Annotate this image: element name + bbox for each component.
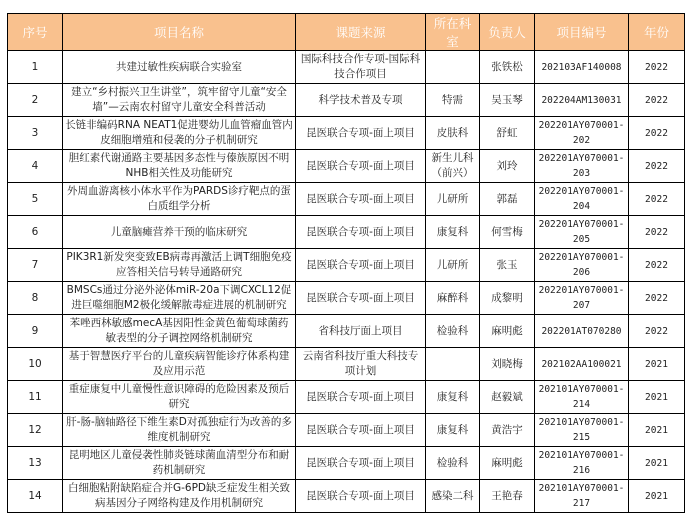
row-lead: 何雪梅 (480, 216, 535, 249)
row-name: 基于智慧医疗平台的儿童疾病智能诊疗体系构建及应用示范 (63, 348, 296, 381)
row-name: 昆明地区儿童侵袭性肺炎链球菌血清型分布和耐药机制研究 (63, 447, 296, 480)
row-dept: 检验科 (426, 315, 480, 348)
row-no: 5 (8, 183, 63, 216)
row-lead: 张玉 (480, 249, 535, 282)
header-source: 课题来源 (296, 14, 426, 51)
row-lead: 麻明彪 (480, 447, 535, 480)
row-name: BMSCs通过分泌外泌体miR-20a下调CXCL12促进巨噬细胞M2极化缓解脓毒症进展的机制研究 (63, 282, 296, 315)
row-source: 昆医联合专项-面上项目 (296, 480, 426, 513)
header-dept: 所在科室 (426, 14, 480, 51)
table-row (8, 216, 685, 249)
row-source: 昆医联合专项-面上项目 (296, 117, 426, 150)
table-row (8, 447, 685, 480)
row-year: 2021 (629, 414, 685, 447)
row-code: 202101AY070001-217 (535, 480, 629, 513)
row-lead: 黄浩宇 (480, 414, 535, 447)
row-source: 昆医联合专项-面上项目 (296, 381, 426, 414)
row-code: 202204AM130031 (535, 84, 629, 117)
row-dept: 康复科 (426, 414, 480, 447)
row-year: 2022 (629, 216, 685, 249)
row-year: 2022 (629, 51, 685, 84)
row-year: 2022 (629, 150, 685, 183)
row-name: 苯唑西林敏感mecA基因阳性金黄色葡萄球菌药敏表型的分子调控网络机制研究 (63, 315, 296, 348)
row-no: 12 (8, 414, 63, 447)
header-year: 年份 (629, 14, 685, 51)
row-source: 云南省科技厅重大科技专项计划 (296, 348, 426, 381)
header-code: 项目编号 (535, 14, 629, 51)
header-lead: 负责人 (480, 14, 535, 51)
projects-table (7, 13, 685, 513)
row-code: 202201AY070001-202 (535, 117, 629, 150)
row-code: 202201AY070001-205 (535, 216, 629, 249)
row-no: 4 (8, 150, 63, 183)
row-dept: 特需 (426, 84, 480, 117)
row-lead: 刘玲 (480, 150, 535, 183)
row-lead: 王艳春 (480, 480, 535, 513)
row-dept (426, 51, 480, 84)
row-year: 2022 (629, 249, 685, 282)
row-no: 2 (8, 84, 63, 117)
row-year: 2021 (629, 480, 685, 513)
row-source: 昆医联合专项-面上项目 (296, 447, 426, 480)
row-lead: 刘晓梅 (480, 348, 535, 381)
row-year: 2022 (629, 183, 685, 216)
row-name: 肝-肠-脑轴路径下维生素D对孤独症行为改善的多维度机制研究 (63, 414, 296, 447)
row-name: 建立“乡村振兴卫生讲堂”，筑牢留守儿童“安全墙”—云南农村留守儿童安全科普活动 (63, 84, 296, 117)
row-source: 国际科技合作专项-国际科技合作项目 (296, 51, 426, 84)
row-name: 胆红素代谢通路主要基因多态性与傣族原因不明NHB相关性及功能研究 (63, 150, 296, 183)
row-year: 2021 (629, 348, 685, 381)
row-lead: 张铁松 (480, 51, 535, 84)
row-no: 7 (8, 249, 63, 282)
table-row (8, 51, 685, 84)
row-year: 2022 (629, 315, 685, 348)
row-source: 昆医联合专项-面上项目 (296, 183, 426, 216)
row-name: 重症康复中儿童慢性意识障碍的危险因素及预后研究 (63, 381, 296, 414)
table-header-row (8, 14, 685, 51)
row-source: 昆医联合专项-面上项目 (296, 282, 426, 315)
row-code: 202101AY070001-216 (535, 447, 629, 480)
table-row (8, 315, 685, 348)
row-dept: 儿研所 (426, 249, 480, 282)
row-name: 长链非编码RNA NEAT1促进婴幼儿血管瘤血管内皮细胞增殖和侵袭的分子机制研究 (63, 117, 296, 150)
row-code: 202201AY070001-203 (535, 150, 629, 183)
row-name: PIK3R1新发突变致EB病毒再激活上调T细胞免疫应答相关信号转导通路研究 (63, 249, 296, 282)
row-dept: 麻醉科 (426, 282, 480, 315)
row-lead: 吴玉琴 (480, 84, 535, 117)
header-name: 项目名称 (63, 14, 296, 51)
row-lead: 郭磊 (480, 183, 535, 216)
row-code: 202201AY070001-204 (535, 183, 629, 216)
row-code: 202101AY070001-215 (535, 414, 629, 447)
row-source: 昆医联合专项-面上项目 (296, 249, 426, 282)
table-row (8, 249, 685, 282)
table-row (8, 414, 685, 447)
table-row (8, 480, 685, 513)
row-no: 9 (8, 315, 63, 348)
row-lead: 舒虹 (480, 117, 535, 150)
row-no: 10 (8, 348, 63, 381)
table-row (8, 117, 685, 150)
row-year: 2021 (629, 447, 685, 480)
row-name: 儿童脑瘫营养干预的临床研究 (63, 216, 296, 249)
row-no: 14 (8, 480, 63, 513)
row-code: 202201AT070280 (535, 315, 629, 348)
table-body (8, 51, 685, 513)
row-code: 202101AY070001-214 (535, 381, 629, 414)
row-year: 2022 (629, 282, 685, 315)
row-source: 昆医联合专项-面上项目 (296, 414, 426, 447)
row-dept: 皮肤科 (426, 117, 480, 150)
row-source: 昆医联合专项-面上项目 (296, 216, 426, 249)
row-code: 202103AF140008 (535, 51, 629, 84)
table-row (8, 348, 685, 381)
row-no: 11 (8, 381, 63, 414)
row-year: 2021 (629, 381, 685, 414)
row-dept: 康复科 (426, 216, 480, 249)
table-row (8, 84, 685, 117)
row-year: 2022 (629, 117, 685, 150)
row-year: 2022 (629, 84, 685, 117)
row-lead: 麻明彪 (480, 315, 535, 348)
table-row (8, 150, 685, 183)
row-dept (426, 348, 480, 381)
row-lead: 成黎明 (480, 282, 535, 315)
row-no: 13 (8, 447, 63, 480)
table-row (8, 282, 685, 315)
row-dept: 感染二科 (426, 480, 480, 513)
row-dept: 检验科 (426, 447, 480, 480)
table-row (8, 183, 685, 216)
row-code: 202102AA100021 (535, 348, 629, 381)
row-code: 202201AY070001-207 (535, 282, 629, 315)
row-dept: 儿研所 (426, 183, 480, 216)
row-dept: 新生儿科（前兴） (426, 150, 480, 183)
row-lead: 赵毅斌 (480, 381, 535, 414)
row-no: 3 (8, 117, 63, 150)
row-no: 8 (8, 282, 63, 315)
row-source: 科学技术普及专项 (296, 84, 426, 117)
row-name: 白细胞粘附缺陷症合并G-6PD缺乏症发生相关致病基因分子网络构建及作用机制研究 (63, 480, 296, 513)
row-no: 6 (8, 216, 63, 249)
row-no: 1 (8, 51, 63, 84)
row-dept: 康复科 (426, 381, 480, 414)
row-name: 外周血游离核小体水平作为PARDS诊疗靶点的蛋白质组学分析 (63, 183, 296, 216)
row-name: 共建过敏性疾病联合实验室 (63, 51, 296, 84)
row-source: 省科技厅面上项目 (296, 315, 426, 348)
row-code: 202201AY070001-206 (535, 249, 629, 282)
header-no: 序号 (8, 14, 63, 51)
row-source: 昆医联合专项-面上项目 (296, 150, 426, 183)
table-row (8, 381, 685, 414)
